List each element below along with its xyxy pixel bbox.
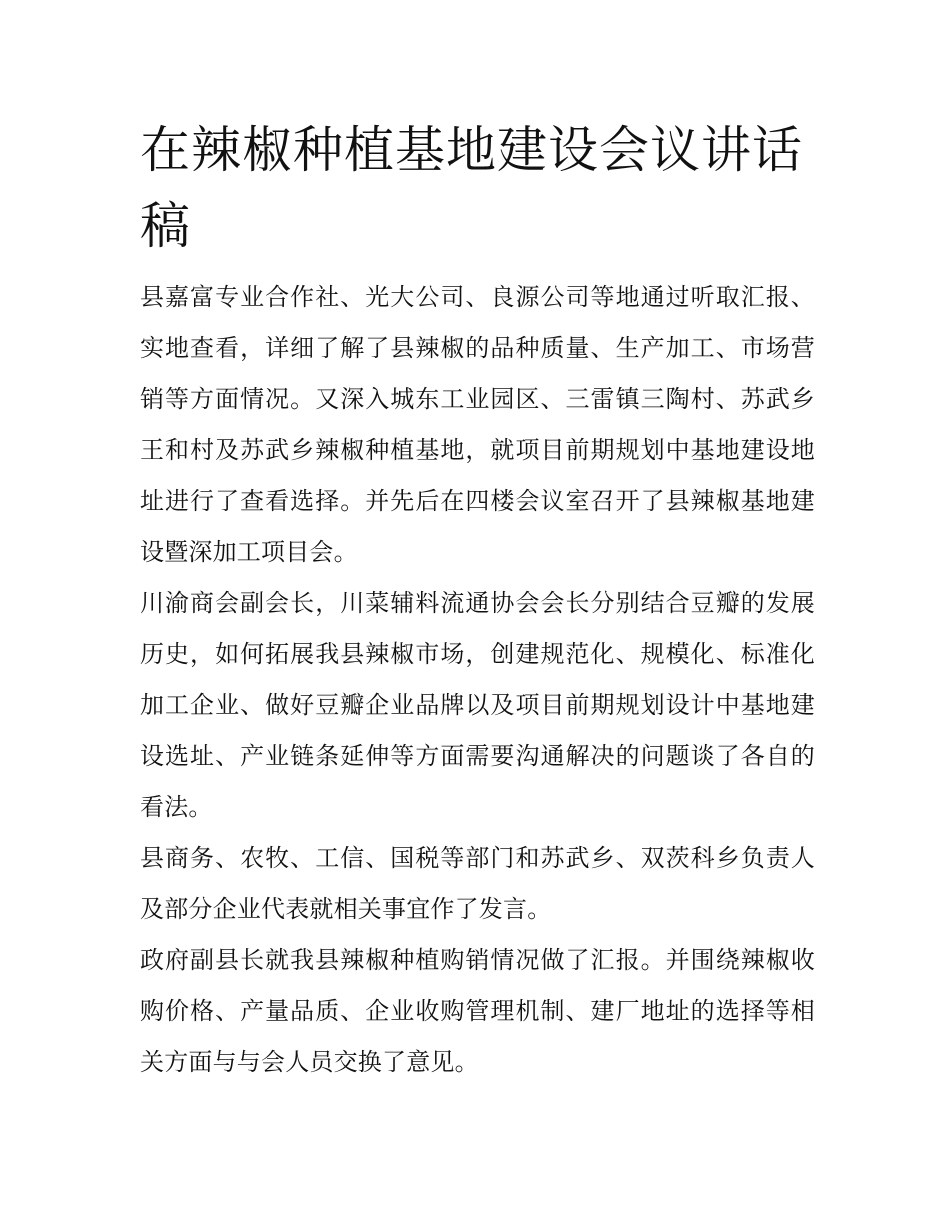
document-title: 在辣椒种植基地建设会议讲话稿	[140, 121, 803, 255]
document-page	[140, 112, 815, 1088]
body-paragraph-2: 川渝商会副会长，川菜辅料流通协会会长分别结合豆瓣的发展历史，如何拓展我县辣椒市场，创建规范化、规模化、标准化加工企业、做好豆瓣企业品牌以及项目前期规划设计中基地建设选址、产业链条延伸等方面需要沟通解决的问题谈了各自的看法。	[140, 589, 815, 821]
body-paragraph-3: 县商务、农牧、工信、国税等部门和苏武乡、双茨科乡负责人及部分企业代表就相关事宜作了发言。	[140, 844, 815, 923]
document-body	[140, 272, 815, 1088]
body-paragraph-4: 政府副县长就我县辣椒种植购销情况做了汇报。并围绕辣椒收购价格、产量品质、企业收购管理机制、建厂地址的选择等相关方面与与会人员交换了意见。	[140, 946, 815, 1076]
body-paragraph-1: 县嘉富专业合作社、光大公司、良源公司等地通过听取汇报、实地查看，详细了解了县辣椒的品种质量、生产加工、市场营销等方面情况。又深入城东工业园区、三雷镇三陶村、苏武乡王和村及苏武乡辣椒种植基地，就项目前期规划中基地建设地址进行了查看选择。并先后在四楼会议室召开了县辣椒基地建设暨深加工项目会。	[140, 283, 815, 566]
